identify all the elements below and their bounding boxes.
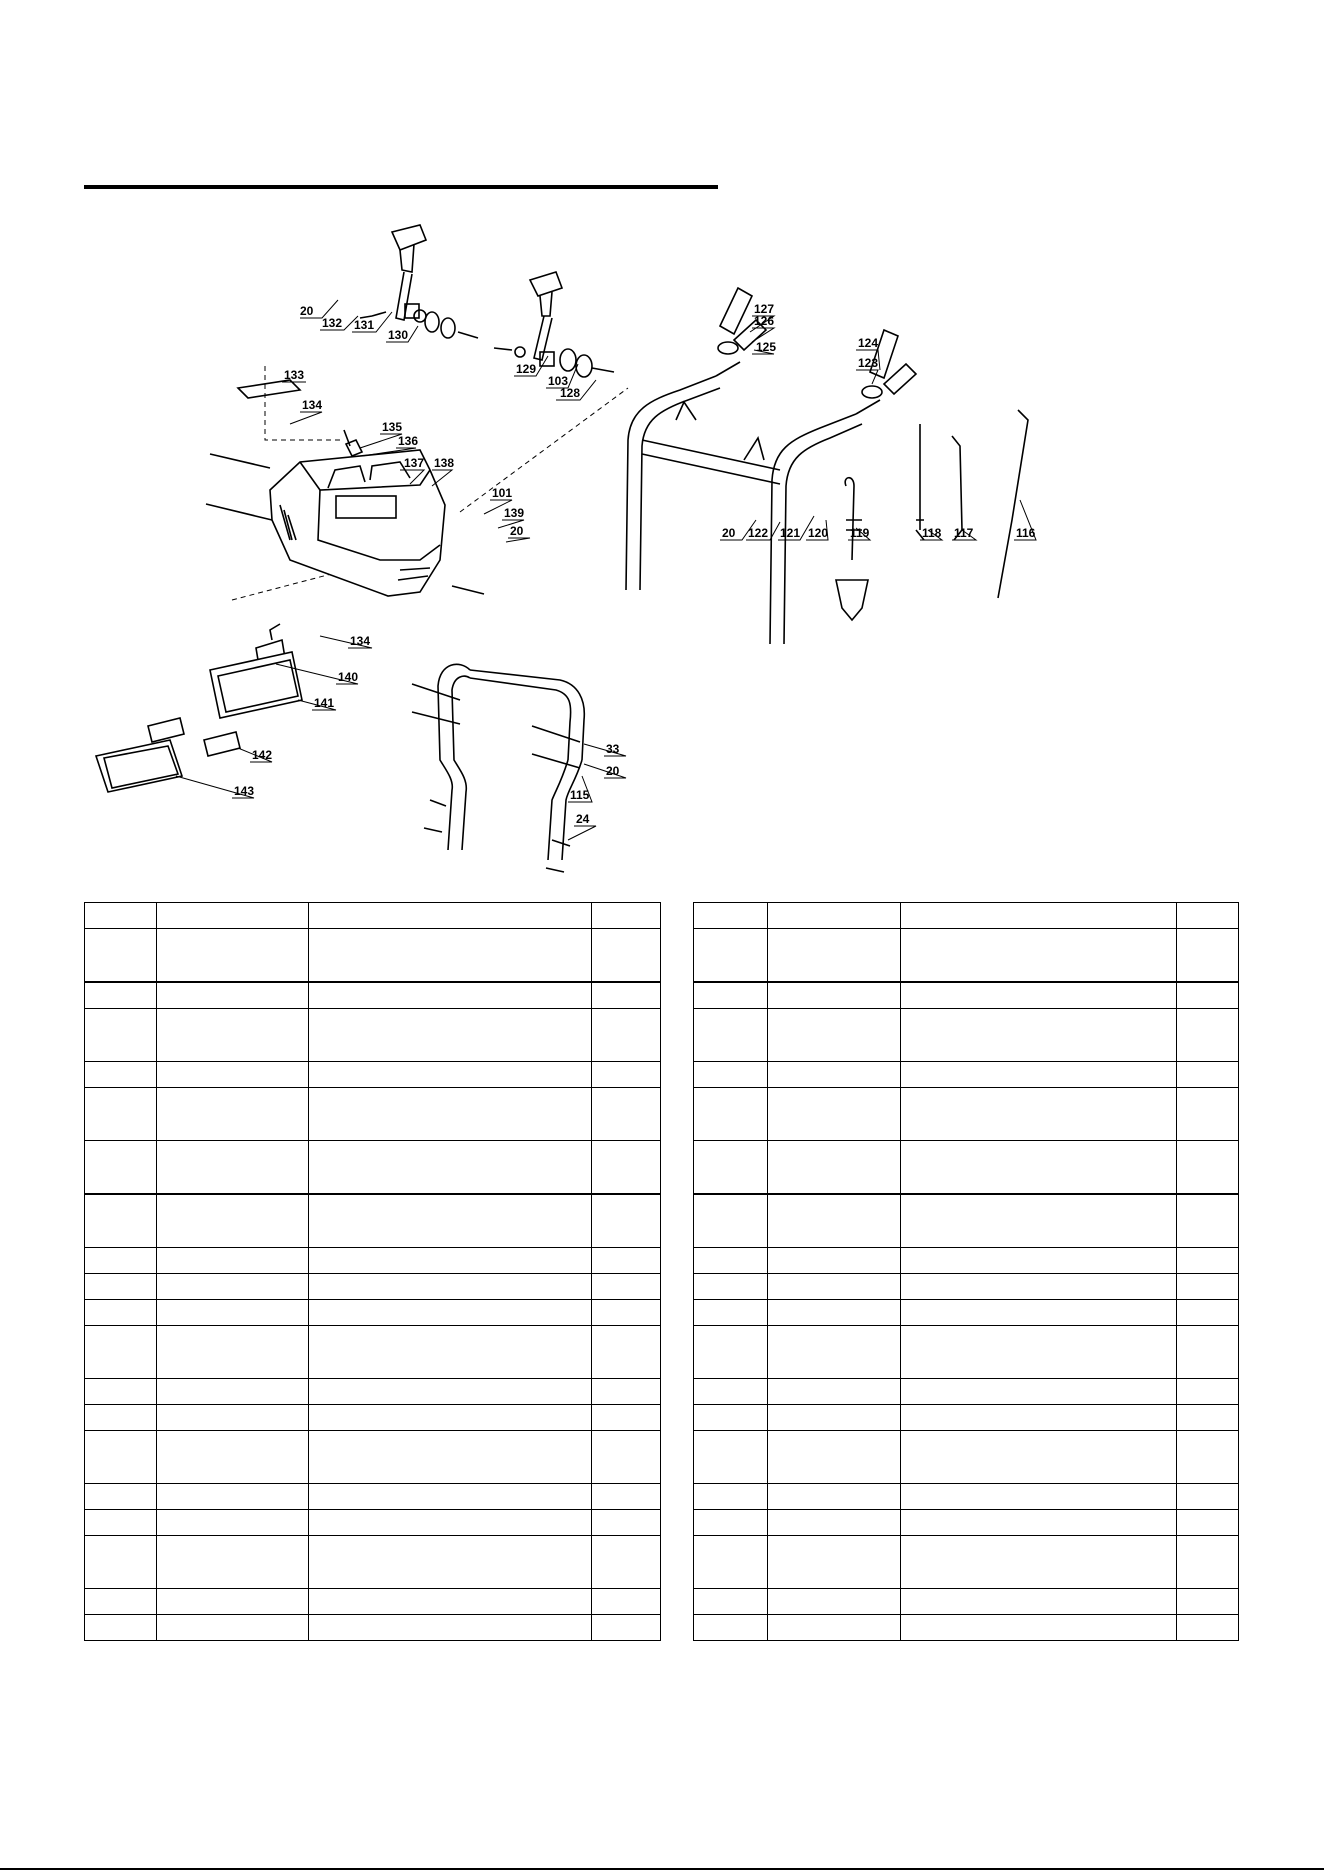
callout-label: 119: [850, 526, 870, 540]
table-row: [85, 1405, 661, 1431]
callout-label: 123: [858, 356, 879, 370]
table-row: [85, 1009, 661, 1062]
callout-label: 133: [284, 368, 305, 382]
table-row: [694, 1379, 1239, 1405]
callout-label: 20: [510, 524, 524, 538]
table-row: [694, 1248, 1239, 1274]
callout-label: 130: [388, 328, 409, 342]
table-row: [85, 1248, 661, 1274]
callout-label: 118: [922, 526, 942, 540]
table-row: [694, 1194, 1239, 1248]
callout-label: 129: [516, 362, 537, 376]
callout-label: 120: [808, 526, 829, 540]
callout-label: 143: [234, 784, 255, 798]
callout-label: 115: [570, 788, 590, 802]
cable-118: [916, 424, 924, 540]
control-lever-left: [360, 225, 478, 338]
table-row: [85, 1062, 661, 1088]
control-lever-right: [494, 272, 614, 377]
table-row: [85, 1274, 661, 1300]
table-row: [85, 1326, 661, 1379]
callout-label: 138: [434, 456, 455, 470]
control-panel-141: [210, 624, 302, 718]
callout-label: 126: [754, 314, 775, 328]
table-row: [85, 1141, 661, 1195]
table-row: [85, 1379, 661, 1405]
table-row: [85, 929, 661, 983]
table-row: [694, 1141, 1239, 1195]
callout-label: 132: [322, 316, 343, 330]
parts-table-left: [84, 902, 661, 1641]
cleaning-tool-119: [836, 478, 868, 620]
callout-label: 124: [858, 336, 879, 350]
callout-label: 137: [404, 456, 425, 470]
table-row: [85, 982, 661, 1009]
table-row: [85, 1088, 661, 1141]
callout-label: 20: [606, 764, 620, 778]
table-row: [694, 1536, 1239, 1589]
callout-label: 103: [548, 374, 569, 388]
callout-label: 122: [748, 526, 769, 540]
table-row: [694, 1589, 1239, 1615]
cover-143: [96, 740, 182, 792]
callout-label: 33: [606, 742, 620, 756]
callout-label: 117: [954, 526, 974, 540]
table-row: [85, 903, 661, 929]
table-row: [694, 1300, 1239, 1326]
callout-label: 139: [504, 506, 525, 520]
table-row: [85, 1536, 661, 1589]
callout-label: 116: [1016, 526, 1036, 540]
table-row: [694, 903, 1239, 929]
exploded-parts-diagram: [0, 0, 1324, 900]
callout-label: 20: [300, 304, 314, 318]
callout-label: 140: [338, 670, 359, 684]
table-row: [694, 1326, 1239, 1379]
cable-117: [952, 436, 962, 540]
table-row: [694, 1615, 1239, 1641]
callout-label: 24: [576, 812, 590, 826]
table-row: [694, 1405, 1239, 1431]
cable-116: [998, 410, 1028, 598]
footer-rule: [0, 1868, 1324, 1870]
callout-label: 128: [560, 386, 581, 400]
callout-label: 142: [252, 748, 273, 762]
table-row: [694, 1062, 1239, 1088]
table-row: [694, 982, 1239, 1009]
table-row: [694, 929, 1239, 983]
table-row: [694, 1484, 1239, 1510]
bracket-133: [238, 380, 300, 398]
table-row: [85, 1589, 661, 1615]
callout-label: 141: [314, 696, 335, 710]
table-row: [85, 1194, 661, 1248]
callout-label: 127: [754, 302, 775, 316]
table-row: [85, 1484, 661, 1510]
table-row: [694, 1088, 1239, 1141]
callout-label: 135: [382, 420, 403, 434]
callout-label: 125: [756, 340, 777, 354]
table-row: [85, 1510, 661, 1536]
callout-label: 131: [354, 318, 375, 332]
table-row: [85, 1431, 661, 1484]
callout-label: 134: [350, 634, 371, 648]
callout-label: 136: [398, 434, 419, 448]
dashboard-housing: [270, 450, 445, 596]
table-row: [694, 1009, 1239, 1062]
table-row: [85, 1300, 661, 1326]
table-row: [694, 1510, 1239, 1536]
table-row: [85, 1615, 661, 1641]
callout-label: 101: [492, 486, 513, 500]
table-row: [694, 1431, 1239, 1484]
callout-label: 134: [302, 398, 323, 412]
callout-label: 20: [722, 526, 736, 540]
callout-label: 121: [780, 526, 801, 540]
lower-handle-frame-115: [412, 664, 584, 872]
table-row: [694, 1274, 1239, 1300]
parts-table-right: [693, 902, 1239, 1641]
